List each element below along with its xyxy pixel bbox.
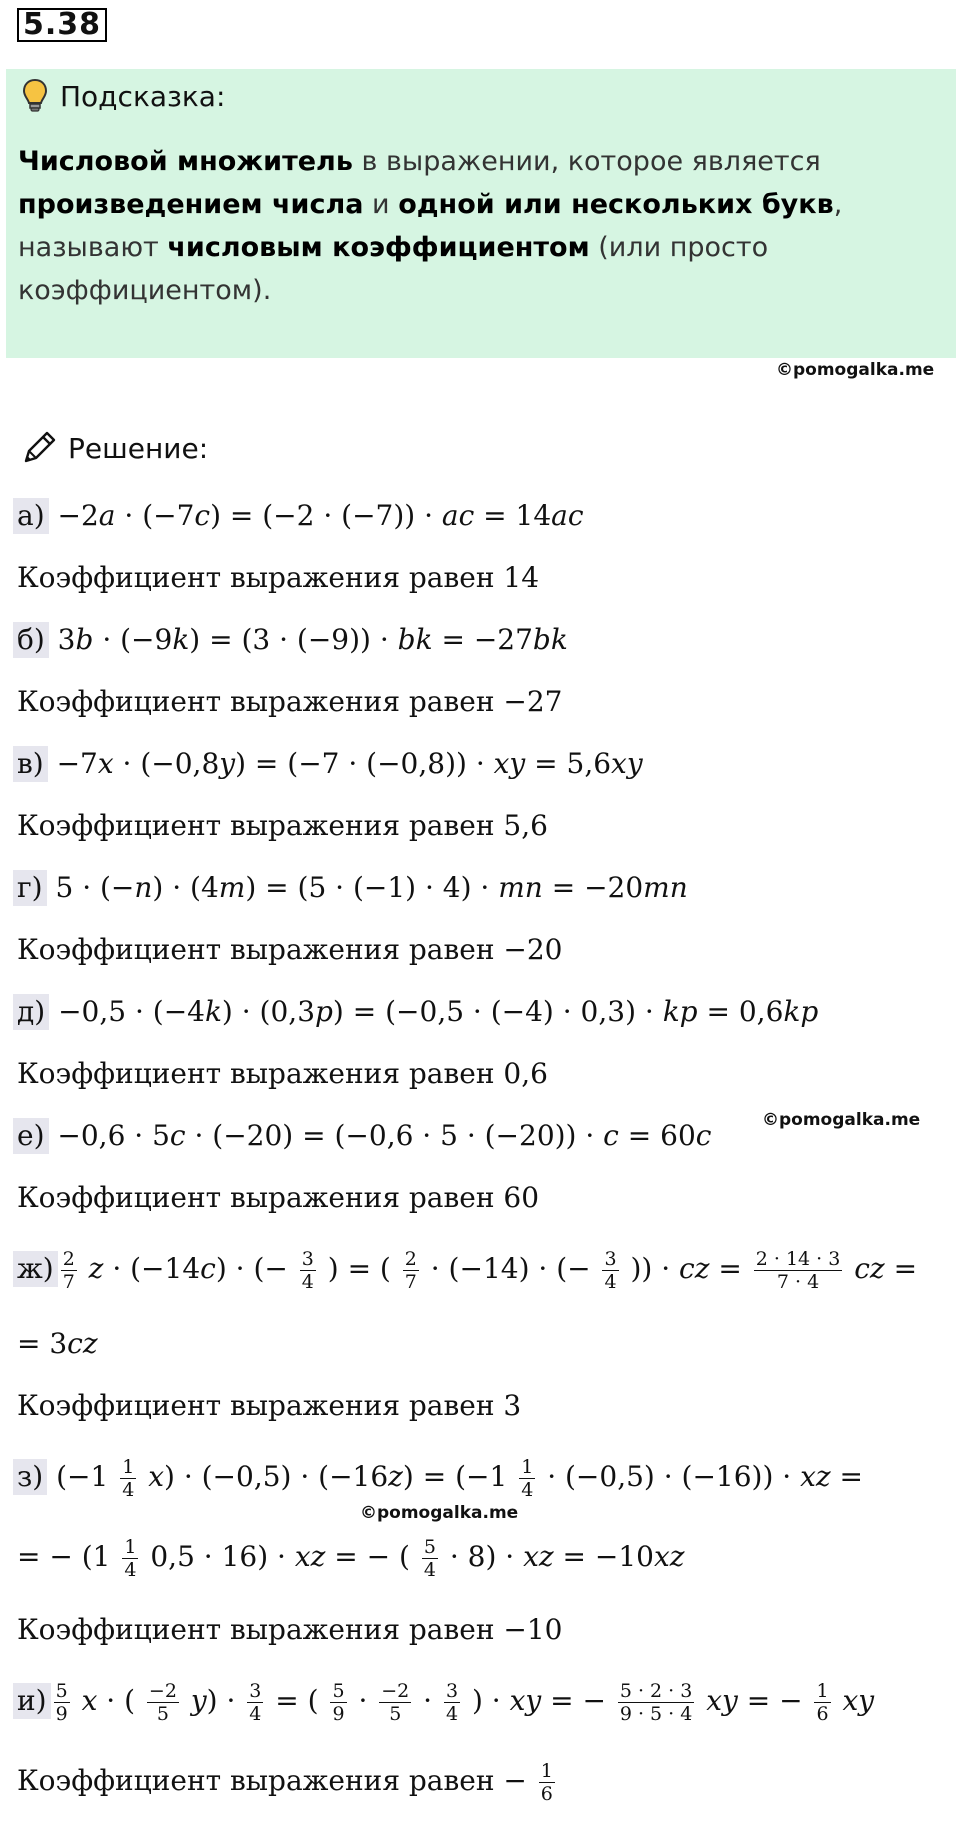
- expression: (−1: [47, 1460, 118, 1493]
- denominator: 7: [404, 1271, 417, 1293]
- fraction: [403, 1248, 419, 1293]
- denominator: 4: [445, 1703, 459, 1725]
- denominator: 9: [332, 1703, 345, 1725]
- denominator: 4: [423, 1559, 436, 1581]
- fraction: [54, 1680, 70, 1725]
- solution-line-a: [17, 498, 584, 534]
- expression: ·: [349, 1684, 377, 1717]
- expression: 3𝑏 · (−9𝑘) = (3 · (−9)) · 𝑏𝑘 = −27𝑏𝑘: [48, 623, 568, 656]
- fraction: [539, 1760, 555, 1805]
- item-tag: г): [13, 870, 47, 906]
- denominator: 4: [521, 1479, 534, 1501]
- expression: 𝑥) · (−0,5) · (−16𝑧) = (−1: [139, 1460, 517, 1493]
- fraction: [444, 1680, 460, 1725]
- expression: −2𝑎 · (−7𝑐) = (−2 · (−7)) · 𝑎𝑐 = 14𝑎𝑐: [48, 499, 584, 532]
- expression: 𝑥𝑦: [833, 1684, 875, 1717]
- hint-term: произведением числа: [18, 189, 364, 220]
- numerator: 2 · 14 · 3: [755, 1248, 841, 1270]
- expression: · 8) · 𝑥𝑧 = −10𝑥𝑧: [440, 1540, 685, 1573]
- result-text: Коэффициент выражения равен −: [17, 1764, 536, 1797]
- numerator: 3: [604, 1248, 617, 1270]
- item-tag: в): [13, 746, 48, 782]
- solution-header: [20, 428, 208, 468]
- hint-title: Подсказка:: [60, 79, 226, 113]
- fraction: [120, 1456, 136, 1501]
- result-v: Коэффициент выражения равен 5,6: [17, 809, 548, 842]
- fraction: [602, 1248, 618, 1293]
- hint-fragment: и: [363, 189, 399, 220]
- numerator: 1: [816, 1680, 829, 1702]
- denominator: 4: [122, 1479, 135, 1501]
- numerator: 3: [249, 1680, 262, 1702]
- expression: −0,5 · (−4𝑘) · (0,3𝑝) = (−0,5 · (−4) · 0,3) · 𝑘𝑝 = 0,6𝑘𝑝: [49, 995, 819, 1028]
- fraction: [814, 1680, 830, 1725]
- item-tag: а): [13, 498, 49, 534]
- numerator: 2: [62, 1248, 75, 1270]
- hint-fragment: (или просто коэффициентом).: [18, 232, 769, 306]
- solution-line-z: [17, 1456, 863, 1501]
- expression: −7𝑥 · (−0,8𝑦) = (−7 · (−0,8)) · 𝑥𝑦 = 5,6𝑥𝑦: [47, 747, 643, 780]
- numerator: 1: [521, 1456, 534, 1478]
- denominator: 5: [389, 1703, 402, 1725]
- item-tag: ж): [13, 1251, 58, 1287]
- pencil-icon: [20, 429, 58, 467]
- expression: −0,6 · 5𝑐 · (−20) = (−0,6 · 5 · (−20)) · 𝑐 = 60𝑐: [48, 1119, 712, 1152]
- hint-fragment: , называют: [18, 189, 843, 263]
- expression: 𝑥𝑦 = −: [697, 1684, 812, 1717]
- result-zh: Коэффициент выражения равен 3: [17, 1389, 522, 1422]
- numerator: −2: [148, 1680, 177, 1702]
- lightbulb-icon: [22, 78, 48, 114]
- fraction: [754, 1248, 843, 1293]
- hint-fragment: в выражении, которое является: [352, 146, 821, 177]
- result-a: Коэффициент выражения равен 14: [17, 561, 540, 594]
- expression: )) · 𝑐𝑧 =: [621, 1252, 751, 1285]
- result-e: Коэффициент выражения равен 60: [17, 1181, 540, 1214]
- expression: 𝑧 · (−14𝑐) · (−: [79, 1252, 297, 1285]
- result-z: Коэффициент выражения равен −10: [17, 1613, 563, 1646]
- numerator: 5: [332, 1680, 345, 1702]
- denominator: 4: [604, 1271, 617, 1293]
- numerator: 1: [540, 1760, 553, 1782]
- expression: 5 · (−𝑛) · (4𝑚) = (5 · (−1) · 4) · 𝑚𝑛 = −20𝑚𝑛: [46, 871, 688, 904]
- expression: ) = (: [318, 1252, 400, 1285]
- denominator: 7: [62, 1271, 75, 1293]
- fraction: [422, 1536, 438, 1581]
- fraction: [247, 1680, 263, 1725]
- fraction: [519, 1456, 535, 1501]
- expression: ·: [414, 1684, 441, 1717]
- numerator: 5 · 2 · 3: [619, 1680, 693, 1702]
- result-b: Коэффициент выражения равен −27: [17, 685, 563, 718]
- result-d: Коэффициент выражения равен 0,6: [17, 1057, 548, 1090]
- hint-term: числовым коэффициентом: [167, 232, 590, 263]
- fraction: [122, 1536, 138, 1581]
- result-i: [17, 1760, 558, 1805]
- numerator: 5: [423, 1536, 436, 1558]
- item-tag: е): [13, 1118, 49, 1154]
- solution-line-v: [17, 746, 643, 782]
- numerator: 2: [404, 1248, 417, 1270]
- denominator: 4: [124, 1559, 137, 1581]
- fraction: [379, 1680, 411, 1725]
- expression: 𝑦) ·: [181, 1684, 245, 1717]
- expression: = (: [266, 1684, 328, 1717]
- hint-header: [22, 78, 225, 114]
- fraction: [61, 1248, 77, 1293]
- denominator: 4: [301, 1271, 314, 1293]
- solution-line-b: [17, 622, 568, 658]
- item-tag: б): [13, 622, 49, 658]
- hint-term: Числовой множитель: [18, 146, 353, 177]
- task-number: 5.38: [17, 8, 107, 42]
- solution-line-zh: [17, 1248, 917, 1293]
- solution-line-i: [17, 1680, 874, 1725]
- expression: · (−0,5) · (−16)) · 𝑥𝑧 =: [538, 1460, 864, 1493]
- expression: ) · 𝑥𝑦 = −: [463, 1684, 615, 1717]
- solution-line-e: [17, 1118, 711, 1154]
- solution-title: Решение:: [68, 431, 209, 465]
- solution-line-z-2: [17, 1536, 685, 1581]
- numerator: 1: [122, 1456, 135, 1478]
- denominator: 9: [55, 1703, 68, 1725]
- fraction: [147, 1680, 179, 1725]
- numerator: 3: [445, 1680, 459, 1702]
- denominator: 7 · 4: [776, 1271, 820, 1293]
- fraction: [300, 1248, 316, 1293]
- numerator: 5: [55, 1680, 68, 1702]
- numerator: −2: [381, 1680, 410, 1702]
- expression: 0,5 · 16) · 𝑥𝑧 = − (: [141, 1540, 419, 1573]
- expression: = − (1: [17, 1540, 120, 1573]
- denominator: 6: [540, 1783, 553, 1805]
- numerator: 1: [124, 1536, 137, 1558]
- denominator: 5: [156, 1703, 169, 1725]
- watermark: ©pomogalka.me: [776, 360, 935, 380]
- hint-term: одной или нескольких букв: [398, 189, 834, 220]
- denominator: 6: [816, 1703, 829, 1725]
- watermark: ©pomogalka.me: [360, 1503, 519, 1523]
- denominator: 4: [249, 1703, 262, 1725]
- watermark: ©pomogalka.me: [762, 1110, 921, 1130]
- item-tag: з): [13, 1459, 47, 1495]
- solution-line-g: [17, 870, 688, 906]
- solution-line-zh-2: = 3𝑐𝑧: [17, 1327, 98, 1360]
- result-g: Коэффициент выражения равен −20: [17, 933, 563, 966]
- numerator: 3: [301, 1248, 314, 1270]
- hint-text: [18, 140, 938, 312]
- expression: 𝑥 · (: [72, 1684, 144, 1717]
- solution-line-d: [17, 994, 818, 1030]
- fraction: [618, 1680, 695, 1725]
- fraction: [330, 1680, 346, 1725]
- expression: 𝑐𝑧 =: [845, 1252, 918, 1285]
- denominator: 9 · 5 · 4: [619, 1703, 693, 1725]
- item-tag: д): [13, 994, 49, 1030]
- expression: · (−14) · (−: [421, 1252, 600, 1285]
- item-tag: и): [13, 1683, 51, 1719]
